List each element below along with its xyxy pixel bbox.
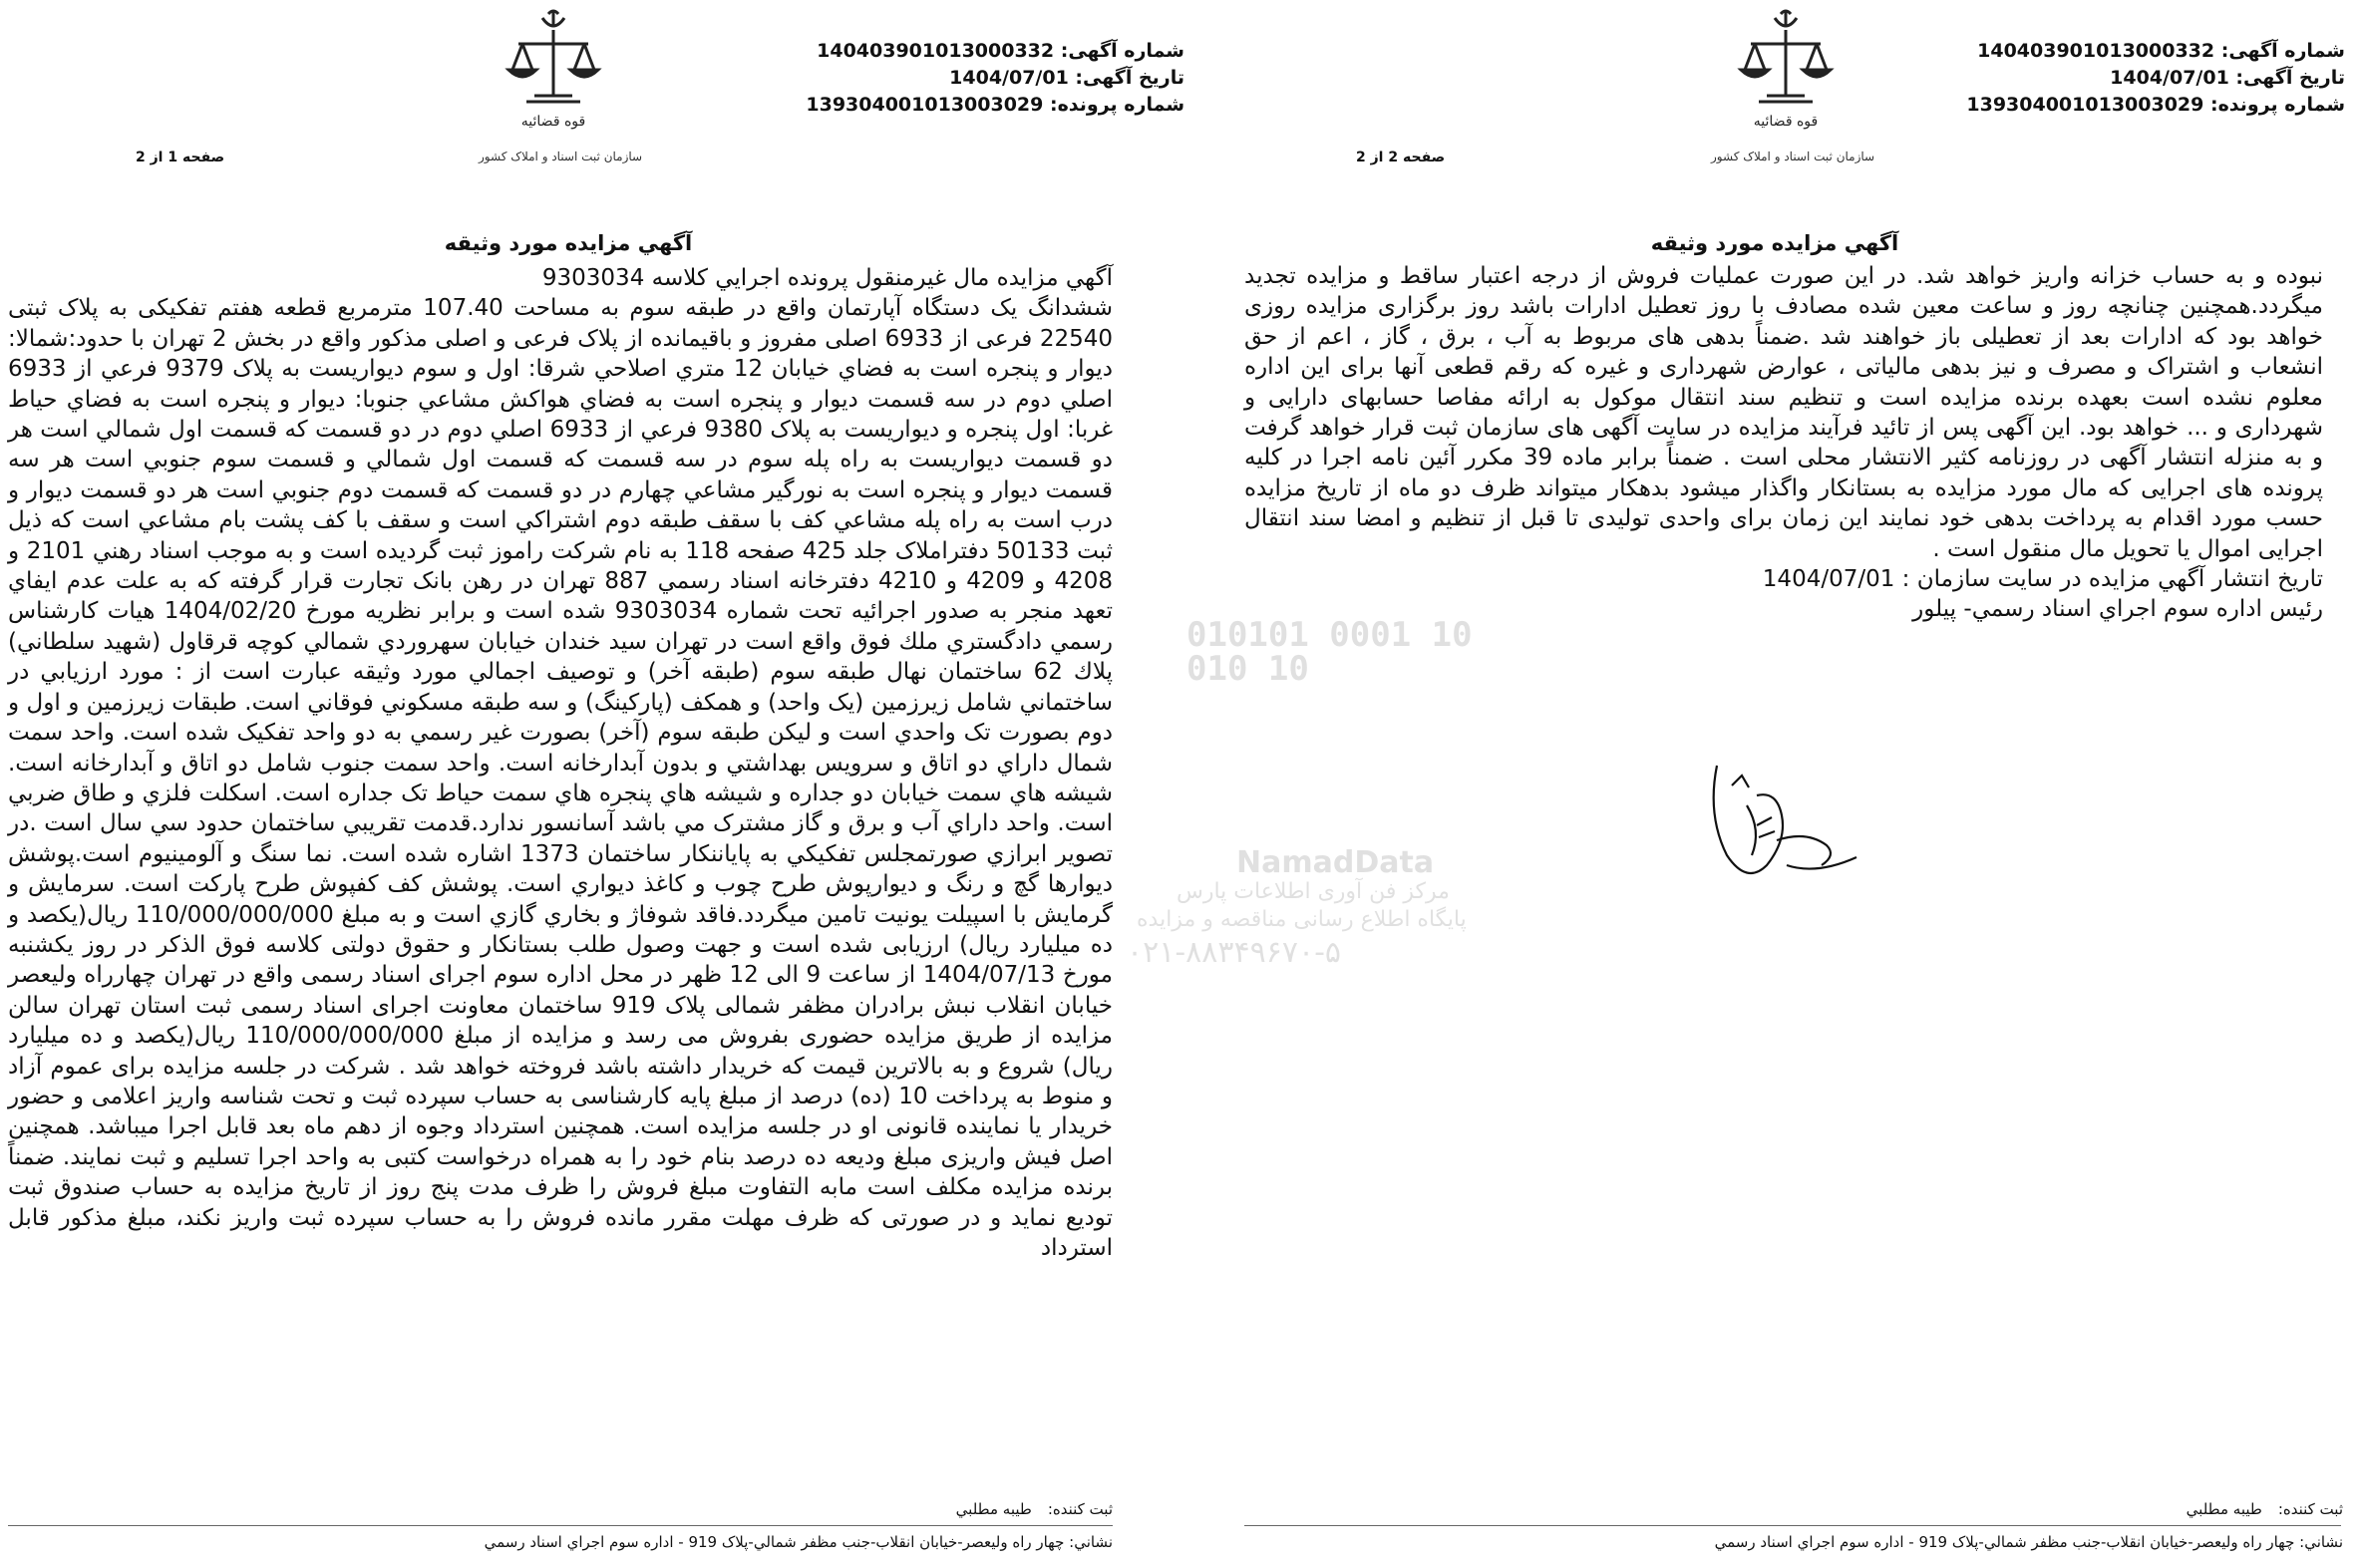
case-heading: آگهي مزايده مال غيرمنقول پرونده اجرايي كلاسه 9303034 [541,265,1113,291]
watermark-digits: 010101 0001 10 010 10 [1186,615,1473,689]
registrar-label: ثبت کننده: [1047,1500,1113,1518]
emblem-caption: قوه قضائیه [1753,114,1819,130]
file-number-row [806,92,1184,119]
file-number: 139304001013003029 [1966,94,2204,116]
ad-number-label: شماره آگهی: [1060,40,1184,62]
ad-meta [806,38,1184,119]
auction-body [1244,261,2323,625]
page-title: آگهي مزايده مورد وثيقه [1650,231,1899,255]
registrar [956,1500,1113,1518]
emblem-caption: قوه قضائیه [520,114,586,130]
file-number-label: شماره پرونده: [1049,94,1184,116]
page-2 [1226,0,2361,1568]
judiciary-emblem-icon [1731,4,1841,154]
page-title: آگهي مزايده مورد وثيقه [444,231,693,255]
ad-number: 140403901013000332 [1977,40,2215,62]
registrar-label: ثبت کننده: [2277,1500,2343,1518]
watermark-brand: NamadData [1236,845,1435,880]
page-number: صفحه 1 از 2 [136,150,225,165]
ad-number-row [806,38,1184,65]
page-number: صفحه 2 از 2 [1356,150,1446,165]
footer-divider [1244,1525,2341,1526]
publish-date-line: تاريخ انتشار آگهي مزايده در سايت سازمان : 1404/07/01 [1762,566,2323,593]
judiciary-emblem-icon [499,4,608,154]
ad-date-row [1966,65,2345,92]
registrar [2187,1500,2343,1518]
org-name: سازمان ثبت اسناد و املاک کشور [1711,150,1875,163]
footer-divider [8,1525,1113,1526]
ad-date-label: تاریخ آگهی: [1075,67,1184,89]
ad-date: 1404/07/01 [2110,67,2229,89]
office-address: نشاني: چهار راه وليعصر-خيابان انقلاب-جنب مظفر شمالي-پلاک 919 - اداره سوم اجراي اسناد رسمي [484,1533,1113,1551]
watermark-line-1: مرکز فن آوری اطلاعات پارس [1177,879,1450,904]
body-paragraph: نبوده و به حساب خزانه واريز خواهد شد. در اين صورت عمليات فروش از درجه اعتبار ساقط و مزايده تجديد ميگردد.همچنين چنانچه روز و ساعت معين شده مصادف با روز تعطيل ادارات باشد روز برگزاری مزايده روزی خواهد بود که ادارات بعد از تعطيلی باز خواهند شد .ضمناً بدهی های مربوط به آب ، برق ، گاز ، اعم از حق انشعاب و اشتراک و مصرف و نيز بدهی مالياتی ، عوارض شهرداری و غيره که رقم قطعی آنها برای اين اداره معلوم نشده است بعهده برنده مزايده است و تنظيم سند انتقال موکول به ارائه مفاصا حسابهای دارايی و شهرداری و ... خواهد بود. اين آگهی پس از تائيد فرآيند مزايده در سايت آگهی های سازمان ثبت قرار خواهد گرفت و به منزله انتشار آگهی در روزنامه کثير الانتشار محلی است . ضمناً برابر ماده 39 مکرر آئين نامه اجرا در کليه پرونده های اجرايی که مال مورد مزايده به بستانکار واگذار ميشود بدهکار ميتواند ظرف دو ماه از تاريخ مزايده حسب مورد اقدام به پرداخت بدهی خود نمايند اين زمان برای واحدی توليدی تا قبل از تنظيم و امضا سند انتقال اجرايی اموال يا تحويل مال منقول است . [1244,263,2324,562]
registrar-name: طيبه مطلبي [2186,1500,2262,1518]
file-number-row [1966,92,2345,119]
signatory-line: رئيس اداره سوم اجراي اسناد رسمي- پيلور [1912,596,2323,623]
ad-date-label: تاریخ آگهی: [2235,67,2345,89]
ad-meta [1966,38,2345,119]
handwritten-signature [1687,746,1916,900]
watermark-phone: ۰۲۱-۸۸۳۴۹۶۷۰-۵ [1127,935,1342,970]
ad-number-label: شماره آگهی: [2220,40,2345,62]
org-name: سازمان ثبت اسناد و املاک کشور [479,150,643,163]
registrar-name: طيبه مطلبي [955,1500,1032,1518]
file-number: 139304001013003029 [806,94,1044,116]
file-number-label: شماره پرونده: [2209,94,2345,116]
body-paragraph: ششدانگ یک دستگاه آپارتمان واقع در طبقه سوم به مساحت 107.40 مترمربع قطعه هفتم تفکیکی به پلاک ثبتی 22540 فرعی از 6933 اصلی مفروز و باقیمانده از پلاک فرعی و اصلی مذکور واقع در بخش 2 تهران با حدود:شمالا: ديوار و پنجره است به فضاي خيابان 12 متري اصلاحي شرقا: اول و سوم ديواريست به پلاک 9379 فرعي از 6933 اصلي دوم در سه قسمت ديوار و پنجره است به فضاي هواكش مشاعي جنوبا: ديوار و پنجره است به فضاي حياط غربا: اول پنجره و ديواريست به پلاک 9380 فرعي از 6933 اصلي دوم در دو قسمت كه قسمت اول شمالي است هر دو قسمت ديواريست به راه پله سوم در سه قسمت كه قسمت اول شمالي و قسمت سوم جنوبي است هر سه قسمت ديوار و پنجره است به نورگير مشاعي چهارم در دو قسمت كه قسمت دوم جنوبي است هر دو قسمت ديوار و درب است به راه پله مشاعي كف با سقف طبقه دوم اشتراكي است و سقف با كف پشت بام مشاعي است که ذیل ثبت 50133 دفتراملاک جلد 425 صفحه 118 به نام شرکت راموز ثبت گردیده است و به موجب اسناد رهني 2101 و 4208 و 4209 و 4210 دفترخانه اسناد رسمي 887 تهران در رهن بانک تجارت قرار گرفته که به علت عدم ايفاي تعهد منجر به صدور اجرائيه تحت شماره 9303034 شده است و برابر نظريه مورخ 1404/02/20 هيات كارشناس رسمي دادگستري ملك فوق واقع است در تهران سيد خندان خيابان سهروردي شمالي كوچه قرقاول (شهيد سلطاني) پلاك 62 ساختمان نهال طبقه سوم (طبقه آخر) و توصيف اجمالي مورد وثيقه عبارت است از : مورد ارزيابي در ساختماني شامل زيرزمين (يک واحد) و همكف (پاركينگ) و سه طبقه مسكوني فوقاني است. طبقات زيرزمين و اول و دوم بصورت تک واحدي است و ليكن طبقه سوم (آخر) بصورت غير رسمي به دو واحد تفكيک شده است. واحد سمت شمال داراي دو اتاق و سرويس بهداشتي و بدون آبدارخانه است. واحد سمت جنوب شامل دو اتاق و آبدارخانه است. شيشه هاي سمت خيابان دو جداره و شيشه هاي پنجره هاي سمت حياط تک جداره است. اسكلت فلزي و طاق ضربي است. واحد داراي آب و برق و گاز مشترک مي باشد آسانسور ندارد.قدمت تقريبي ساختمان حدود سي سال است .در تصوير ابرازي صورتمجلس تفكيكي به پاياننكار ساختمان 1373 اشاره شده است. نما سنگ و آلومينيوم است.پوشش ديوارها گچ و رنگ و ديوارپوش طرح چوب و كاغذ ديواري است. پوشش كف كفپوش طرح پاركت است. سرمايش و گرمايش با اسپيلت يونيت تامين ميگردد.فاقد شوفاژ و بخاري گازي است و به مبلغ 110/000/000/000 ريال(يكصد و ده ميليارد ريال) ارزيابی شده است و جهت وصول طلب بستانکار و حقوق دولتی کلاسه فوق الذکر در روز يکشنبه مورخ 1404/07/13 از ساعت 9 الی 12 ظهر در محل اداره سوم اجرای اسناد رسمی واقع در تهران چهارراه وليعصر خيابان انقلاب نبش برادران مظفر شمالی پلاک 919 ساختمان معاونت اجرای اسناد رسمی ثبت استان تهران سالن مزايده از طريق مزايده حضوری بفروش می رسد و مزايده از مبلغ 110/000/000/000 ريال(يكصد و ده ميليارد ريال) شروع و به بالاترين قيمت که خريدار داشته باشد فروخته خواهد شد . شرکت در جلسه مزايده برای عموم آزاد و منوط به پرداخت 10 (ده) درصد از مبلغ پايه کارشناسی به حساب سپرده ثبت و تحت شناسه واريز اعلامی و حضور خريدار يا نماينده قانونی او در جلسه مزايده است. همچنين استرداد وجوه از دهم ماه بعد قابل اجرا ميباشد. همچنين اصل فيش واريزی مبلغ وديعه ده درصد بنام خود را به همراه درخواست کتبی به واحد اجرا تسليم و ثبت نمايند. ضمناً برنده مزايده مکلف است مابه التفاوت مبلغ فروش را ظرف مدت پنج روز از تاريخ مزايده به حساب صندوق ثبت توديع نمايد و در صورتی که ظرف مهلت مقرر مانده فروش را به حساب سپرده ثبت واريز نکند، مبلغ مذکور قابل استرداد [8,295,1114,1261]
watermark-line-2: پایگاه اطلاع رسانی مناقصه و مزایده [1137,907,1467,932]
auction-body [8,263,1113,1263]
office-address: نشاني: چهار راه وليعصر-خيابان انقلاب-جنب مظفر شمالي-پلاک 919 - اداره سوم اجراي اسناد رسمي [1714,1533,2343,1551]
ad-number: 140403901013000332 [817,40,1055,62]
ad-date: 1404/07/01 [949,67,1069,89]
ad-number-row [1966,38,2345,65]
ad-date-row [806,65,1184,92]
